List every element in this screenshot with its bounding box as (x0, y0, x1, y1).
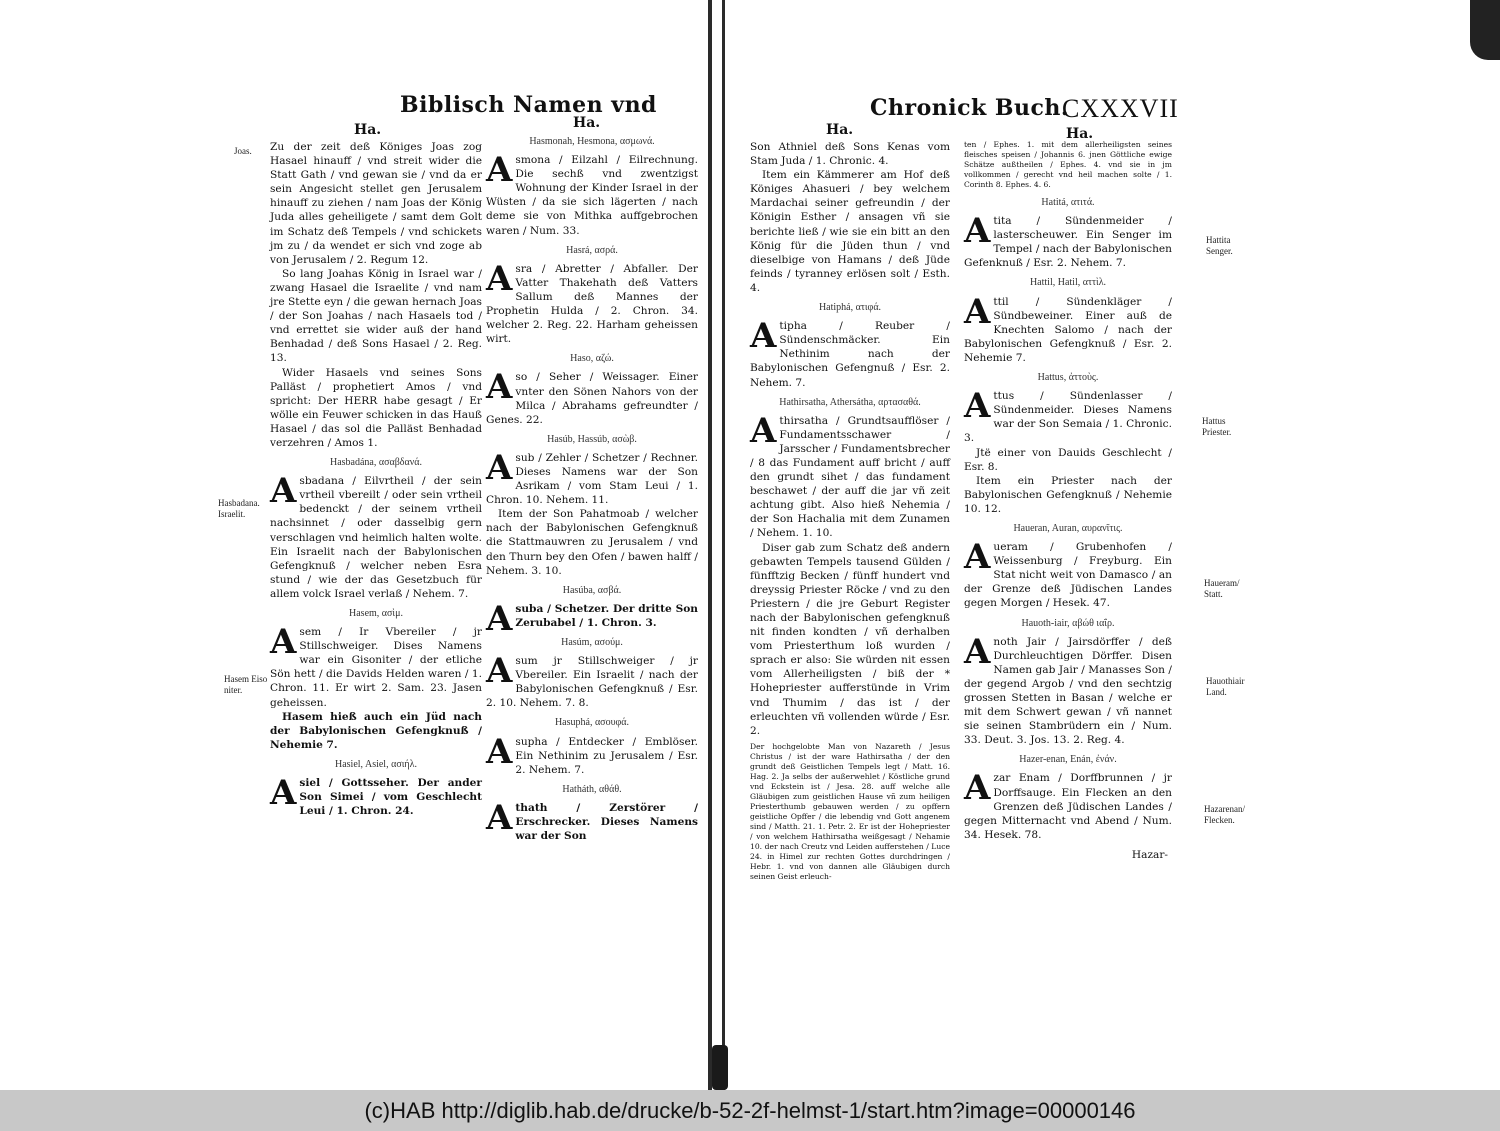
paragraph: Zu der zeit deß Königes Joas zog Hasael hinauff / vnd streit wider die Statt Gath / vnd gewan sie / vnd da er sein Angesicht stellet gen Jerusalem hinauff zu ziehen / nam Joas der König Juda alles geheiligete / samt dem Golt im Schatz deß Tempels / vnd schickets jm zu / da wendet er sich vnd zoge ab von Jerusalem / 2. Regum 12. (270, 141, 482, 266)
column-3 (750, 140, 950, 882)
entry-heading-hasbadana: Hasbadána, ασαβδανά. (329, 457, 423, 469)
column-head-4: Ha. (1066, 126, 1094, 142)
book-gutter (706, 0, 732, 1090)
entry-hauoth: Anoth Jair / Jairsdörffer / deß Durchleuchtigen Dörffer. Disen Namen gab Jair / Manasses Son / der gegend Argob / vnd den sechtzig grossen Stetten in Basan / welche er mit dem Schwert gewan / vñ nannet sie seinen Stambrüdern ein / Num. 33. Deut. 3. Jos. 13. 2. Reg. 4. (964, 631, 1172, 747)
entry-heading-hattil: Hattil, Hatil, αττὶλ. (1029, 277, 1107, 289)
paragraph: Hasem hieß auch ein Jüd nach der Babylonischen Gefengknuß / Nehemie 7. (270, 710, 482, 751)
entry-hasum: Asum jr Stillschweiger / jr Vbereiler. Ein Israelit / nach der Babylonischen Gefengknuß / Esr. 2. 10. Nehem. 7. 8. (486, 651, 698, 710)
entry-haueran: Aueram / Grubenhofen / Weissenburg / Freyburg. Ein Stat nicht weit von Damasco / an der Grenze deß Jüdischen Landes gegen Morgen / Hesek. 47. (964, 537, 1172, 610)
entry-hasmonah: Asmona / Eilzahl / Eilrechnung. Die sechß vnd zwentzigst Wohnung der Kinder Israel in der Wüsten / da sie sich lägerten / nach deme sie von Mithka auffgebrochen waren / Num. 33. (486, 150, 698, 237)
copyright-footer (0, 1090, 1500, 1131)
catchword: Hazar- (1131, 848, 1168, 861)
entry-heading-hazer: Hazer-enan, Enán, ἐνάν. (1019, 754, 1117, 766)
paragraph: ten / Ephes. 1. mit dem allerheiligsten seines fleisches speisen / Johannis 6. jnen Göttliche ewige Schätze außtheilen / Ephes. 4. vnd sie in jm vollkommen / gerecht vnd heil machen solte / 1. Corinth 8. Ephes. 4. 6. (964, 140, 1172, 189)
column-4 (964, 140, 1172, 862)
entry-heading-hasmonah: Hasmonah, Hesmona, ασμωνά. (529, 136, 655, 147)
entry-heading-hathath: Hatháth, αθάθ. (562, 783, 622, 795)
entry-hatita: Atita / Sündenmeider / lasterscheuwer. Ein Senger im Tempel / nach der Babylonischen Gefenknuß / Esr. 2. Nehem. 7. (964, 211, 1172, 270)
entry-hasub: Asub / Zehler / Schetzer / Rechner. Dieses Namens war der Son Asrikam / vom Stam Leui / 1. Chron. 10. Nehem. 11. (486, 447, 698, 507)
entry-hathath: Athath / Zerstörer / Erschrecker. Dieses Namens war der Son (486, 797, 698, 843)
paragraph: Jtë einer von Dauids Geschlecht / Esr. 8. (964, 446, 1172, 473)
column-head-3: Ha. (826, 122, 854, 138)
entry-heading-hatipha: Hatiphá, ατιφά. (818, 302, 882, 314)
column-2 (486, 132, 698, 849)
entry-heading-hauoth: Hauoth-iair, αβώθ ιαΐρ. (1021, 617, 1115, 629)
entry-hattus: Attus / Sündenlasser / Sündenmeider. Dieses Namens war der Son Semaia / 1. Chronic. 3. (964, 386, 1172, 445)
margin-note-hattita: Hattita Senger. (1206, 235, 1233, 256)
entry-haso: Aso / Seher / Weissager. Einer vnter den Sönen Nahors von der Milca / Abrahams gefreundter / Genes. 22. (486, 367, 698, 426)
paragraph: Item ein Priester nach der Babylonischen Gefengknuß / Nehemie 10. 12. (964, 474, 1172, 515)
margin-note-joas: Joas. (234, 146, 252, 156)
paragraph: Son Athniel deß Sons Kenas vom Stam Juda / 1. Chronic. 4. (750, 141, 950, 168)
entry-hattil: Attil / Sündenkläger / Sündbeweiner. Einer auß de Knechten Salomo / nach der Babylonischen Gefengknuß / Esr. 2. Nehemie 7. (964, 291, 1172, 364)
entry-hasuba: Asuba / Schetzer. Der dritte Son Zerubabel / 1. Chron. 3. (486, 598, 698, 639)
entry-hazer: Azar Enam / Dorffbrunnen / jr Dorffsauge. Ein Flecken an den Grenzen deß Jüdischen Landes / gegen Mitternacht vnd Abend / Num. 34. Hesek. 78. (964, 768, 1172, 841)
entry-heading-hasuba: Hasúba, ασβά. (562, 584, 622, 596)
margin-note-hazarenan: Hazarenan/ Flecken. (1204, 804, 1245, 825)
margin-note-haueram: Haueram/ Statt. (1204, 578, 1240, 599)
entry-hasbadana: Asbadana / Eilvrtheil / der sein vrtheil vbereilt / oder sein vrtheil bedenckt / der seinem vrtheil nachsinnet / oder dasselbig gern verschlagen vnd heimlich halten wolte. Ein Israelit nach der Babylonischen Gefengknuß / welcher neben Esra stund / wie der das Gesetzbuch für allem volck Israel verlaß / Nehem. 7. (270, 471, 482, 600)
entry-hasupha: Asupha / Entdecker / Emblöser. Ein Nethinim zu Jerusalem / Esr. 2. Nehem. 7. (486, 731, 698, 776)
running-head-left: Biblisch Namen vnd (400, 92, 657, 118)
column-1 (270, 140, 482, 824)
paragraph: Diser gab zum Schatz deß andern gebawten Tempels tausend Gülden / fünfftzig Becken / fünff hundert vnd dreyssig Priester Röcke / vnd zu den Priestern / die jre Geburt Register nach der Babylonischen gefengknuß nit finden kondten / vñ derhalben vom Priesterthum loß wurden / sprach er also: Sie würden nit essen vom Allerheiligsten / biß der * Hohepriester aufferstünde in Vrim vnd Thumim / das ist / der erleuchten vñ vollenden würde / Esr. 2. (750, 541, 950, 737)
footnote-hathirsatha: Der hochgelobte Man von Nazareth / Jesus Christus / ist der ware Hathirsatha / der den grundt deß Geistlichen Tempels legt / Matt. 16. Hag. 2. Ja selbs der außerwehlet / Köstliche grund vnd Eckstein ist / Jesa. 28. auff welche alle Gläubigen zum geistlichen Hause vñ zum heiligen Priesterthumb gebauwen werden / zu opffern geistliche Opffer / die lebendig vnd Gott angenem sind / Matth. 21. 1. Petr. 2. Er ist der Hohepriester / von welchem Hathirsatha weißgesagt / Nehamie 10. der nach Creutz vnd Leiden aufferstehen / Luce 24. in Himel zur rechten Gottes durchdringen / Hebr. 1. vnd von dannen alle Gläubigen durch seinen Geist erleuch- (750, 741, 950, 881)
running-head-right: Chronick Buch. (870, 95, 1070, 121)
paragraph: Item ein Kämmerer am Hof deß Königes Ahasueri / bey welchem Mardachai seiner gefreundin / der Königin Esther / ansagen vñ sie berichte ließ / wie sie ein bitt an den König für die Jüden thun / vnd dieselbige von Hamans / deß Jüde feinds / tyranney erlösen solt / Esth. 4. (750, 169, 950, 294)
entry-heading-hasum: Hasúm, ασούμ. (561, 637, 623, 648)
entry-heading-hasiel: Hasiel, Asiel, ασιήλ. (334, 758, 417, 770)
column-head-1: Ha. (354, 122, 382, 138)
margin-note-hauoth: Hauothiair Land. (1206, 676, 1245, 697)
paragraph: Item der Son Pahatmoab / welcher nach der Babylonischen Gefengknuß die Stattmauwren zu Jerusalem / vnd den Thurn bey den Ofen / bawen halff / Nehem. 3. 10. (486, 508, 698, 577)
footer-text: (c)HAB http://diglib.hab.de/drucke/b-52-2f-helmst-1/start.htm?image=00000146 (364, 1097, 1136, 1123)
entry-heading-hasem: Hasem, ασὶμ. (349, 608, 403, 619)
page-corner-shadow (1470, 0, 1500, 60)
entry-heading-hatita: Hatitá, ατιτά. (1041, 197, 1095, 208)
entry-heading-hathirsatha: Hathirsatha, Athersátha, αρτασαθά. (779, 396, 921, 408)
entry-heading-hasra: Hasrá, ασρά. (566, 244, 618, 256)
entry-hasra: Asra / Abretter / Abfaller. Der Vatter Thakehath deß Vatters Sallum deß Mannes der Prophetin Hulda / 2. Chron. 34. welcher 2. Reg. 22. Harham geheissen wirt. (486, 258, 698, 346)
entry-hasem: Asem / Ir Vbereiler / jr Stillschweiger. Dises Namens war ein Gisoniter / der etliche Sön hett / die Davids Helden waren / 1. Chron. 11. Er wirt 2. Sam. 23. Jasen geheissen. (270, 622, 482, 709)
entry-hasiel: Asiel / Gottsseher. Der ander Son Simei / vom Geschlecht Leui / 1. Chron. 24. (270, 773, 482, 818)
page-number: CXXXVII (1062, 94, 1179, 123)
entry-heading-haso: Haso, αζώ. (570, 353, 614, 365)
entry-heading-hasub: Hasúb, Hassúb, ασὼβ. (547, 433, 637, 445)
column-head-2: Ha. (573, 115, 601, 131)
paragraph: Wider Hasaels vnd seines Sons Palläst / prophetiert Amos / vnd spricht: Der HERR habe gesagt / Er wölle ein Feuwer schicken in das Hauß Hasael / das sol die Palläst Benhadad verzehren / Amos 1. (270, 366, 482, 449)
paragraph: So lang Joahas König in Israel war / zwang Hasael die Israelite / vnd nam jre Stette eyn / die gewan hernach Joas / der Son Joahas / nach Hasaels tod / vnd errettet sie wider auß der hand Benhadad / deß Sons Hasael / 2. Reg. 13. (270, 267, 482, 365)
entry-heading-hattus: Hattus, ἀττοὺς. (1037, 372, 1099, 384)
margin-note-hasbadana: Hasbadana. Israelit. (218, 498, 260, 519)
margin-note-hattus: Hattus Priester. (1202, 416, 1232, 437)
entry-heading-hasupha: Hasuphá, ασουφά. (554, 717, 630, 729)
margin-note-hasem: Hasem Eiso niter. (224, 674, 268, 695)
entry-hathirsatha: Athirsatha / Grundtsaufflöser / Fundamentsschawer / Jarsscher / Fundamentsbrecher / 8 das Fundament auff bricht / auff den grundt sihet / das fundament beschawet / der auff die jar vñ zeit achtung gibt. Also hieß Nehemia / der Son Hachalia mit dem Zunamen / Nehem. 1. 10. (750, 410, 950, 540)
entry-heading-haueran: Haueran, Auran, αυρανῖτις. (1013, 522, 1123, 534)
entry-hatipha: Atipha / Reuber / Sündenschmäcker. Ein Nethinim nach der Babylonischen Gefengnuß / Esr. 2. Nehem. 7. (750, 316, 950, 389)
